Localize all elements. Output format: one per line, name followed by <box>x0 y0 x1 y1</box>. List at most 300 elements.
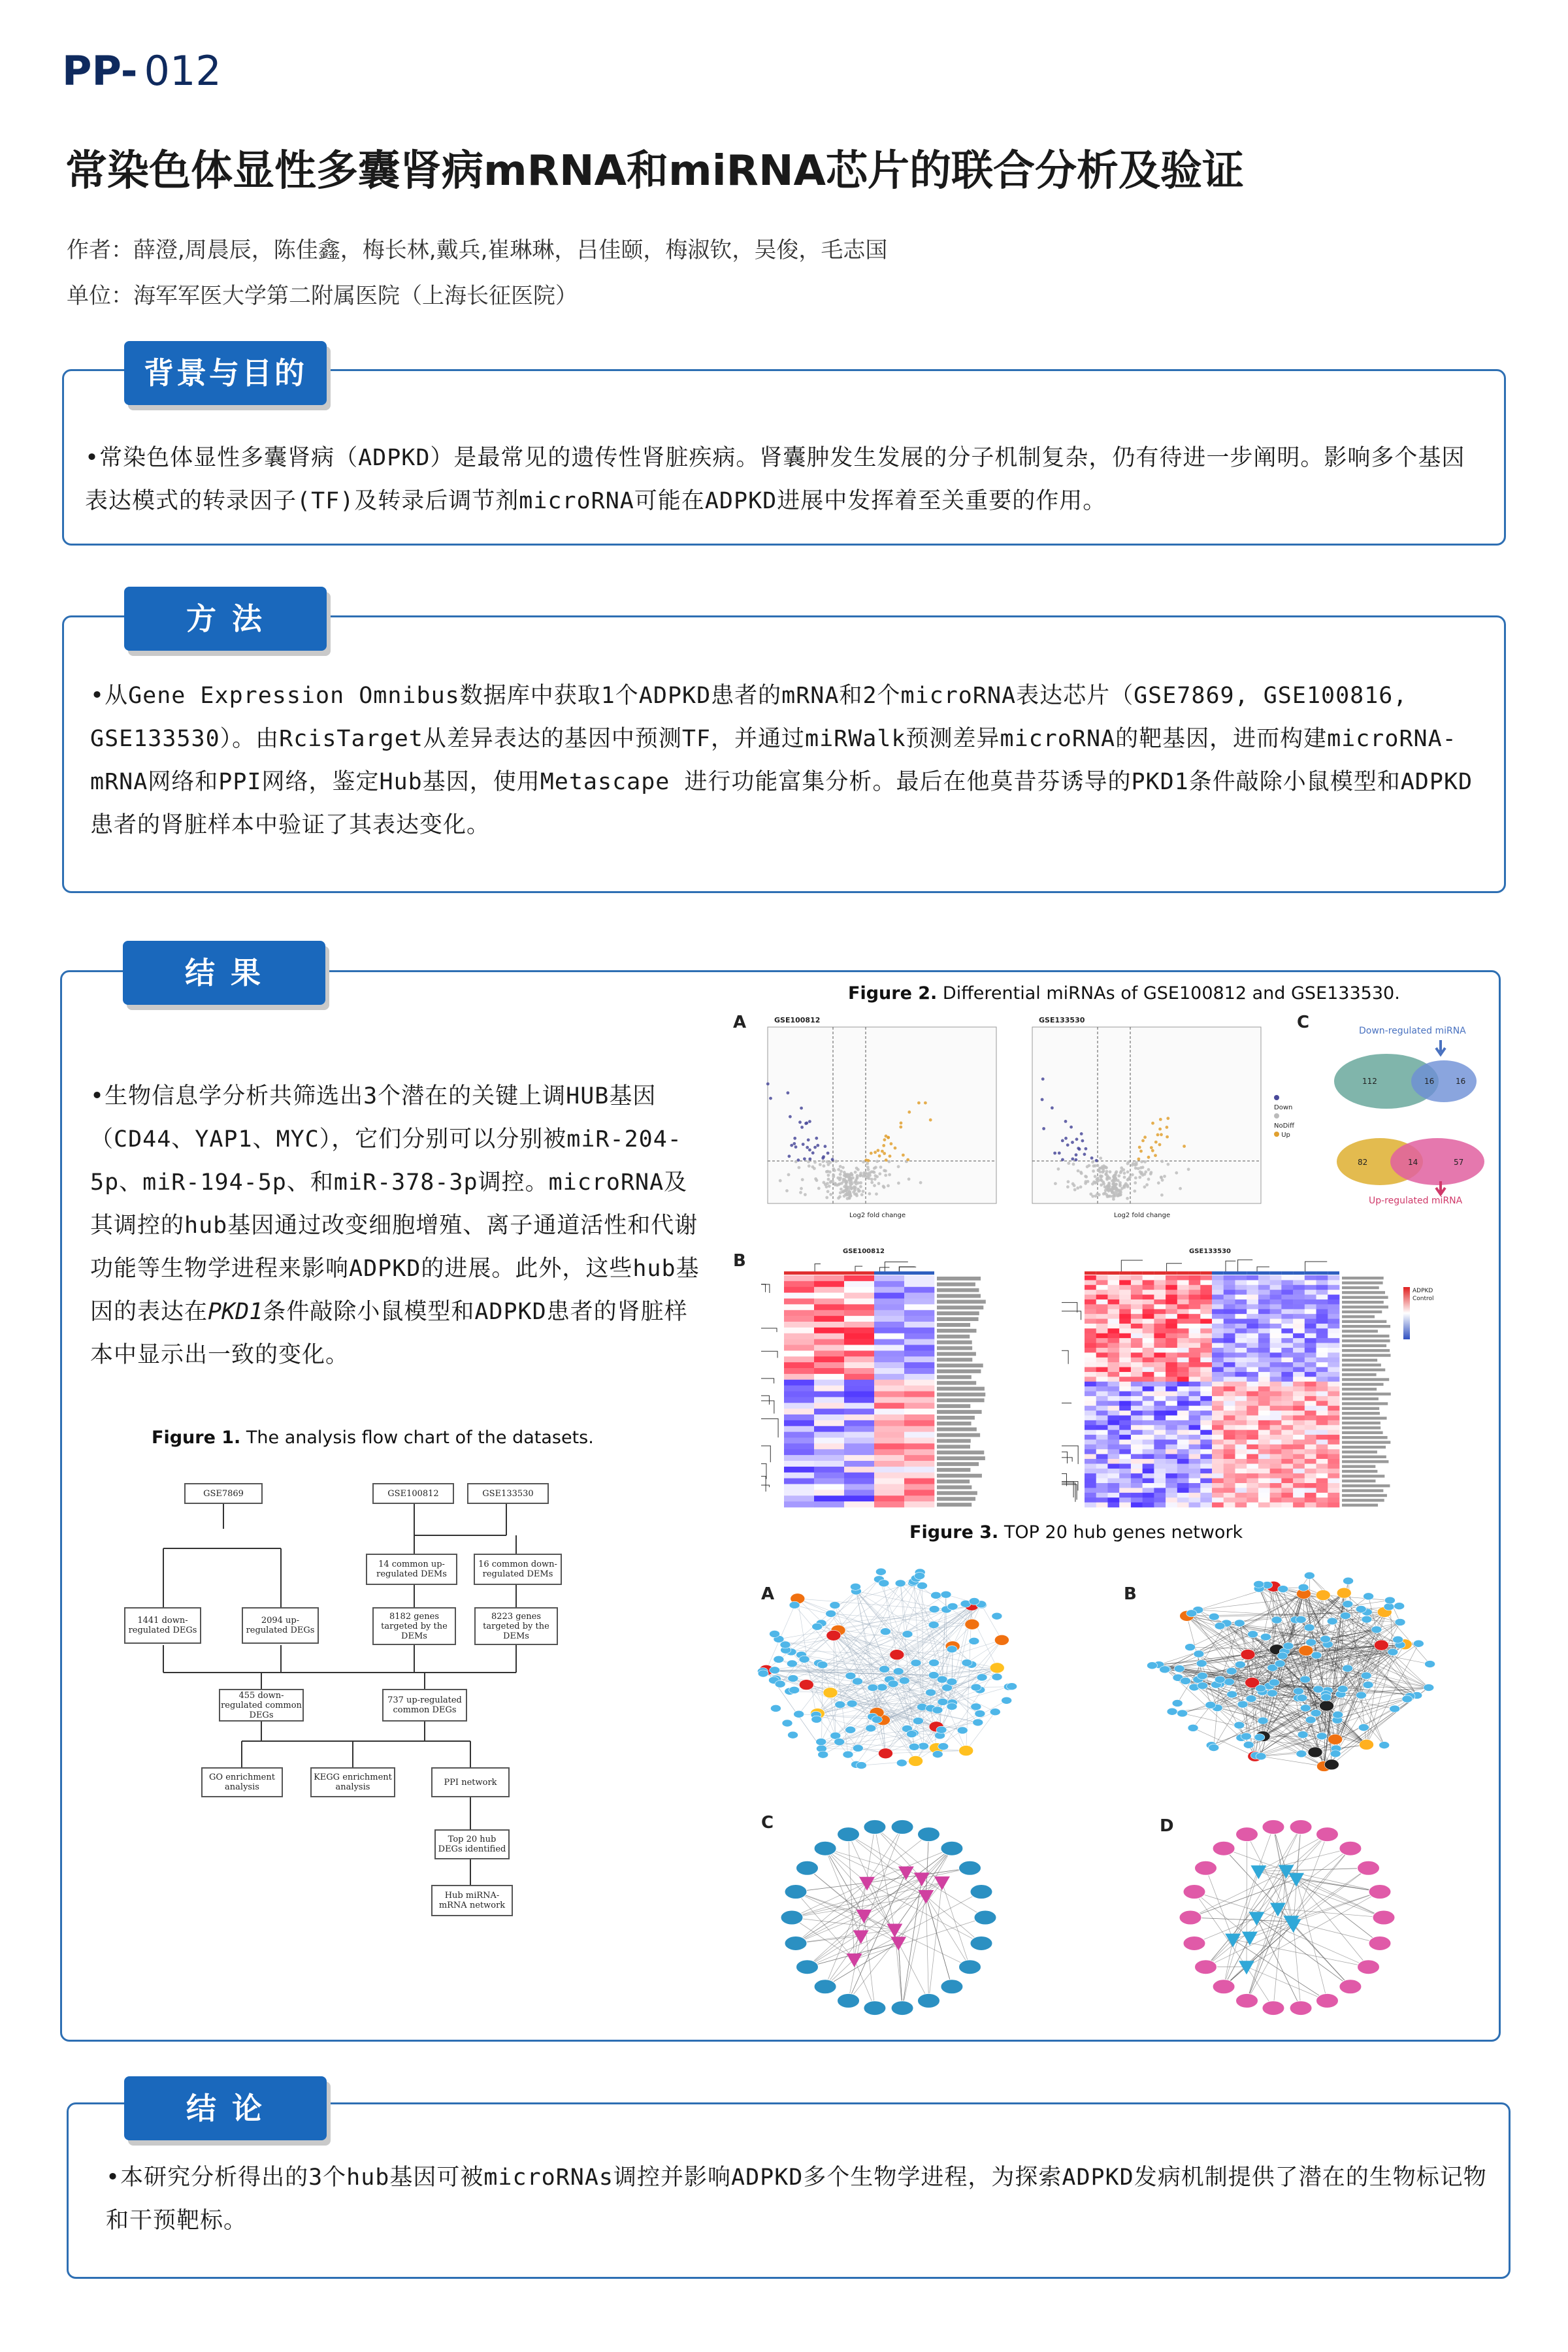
network-node <box>826 1630 841 1641</box>
heatmap-cell <box>1293 1420 1305 1426</box>
heatmap-cell <box>1096 1285 1108 1290</box>
volcano-point <box>1160 1194 1164 1197</box>
network-node <box>1177 1710 1188 1717</box>
heatmap-cell <box>1189 1435 1201 1440</box>
heatmap-cell <box>784 1501 814 1507</box>
heatmap-cell <box>1305 1299 1316 1305</box>
heatmap-cell <box>1305 1367 1316 1373</box>
volcano-point <box>1160 1160 1164 1163</box>
hub-node <box>934 1876 950 1890</box>
heatmap-cell <box>1177 1420 1189 1426</box>
volcano-point <box>801 1178 804 1181</box>
heatmap-cell <box>1166 1280 1177 1285</box>
heatmap-cell <box>1096 1411 1108 1416</box>
heatmap-cell <box>1096 1449 1108 1454</box>
heatmap-cell <box>1177 1435 1189 1440</box>
conclusion-text: •本研究分析得出的3个hub基因可被microRNAs调控并影响ADPKD多个生物学进程，为探索ADPKD发病机制提供了潜在的生物标记物和干预靶标。 <box>106 2164 1487 2234</box>
heatmap-cell <box>1177 1280 1189 1285</box>
heatmap-cell <box>1085 1358 1096 1363</box>
heatmap-cell <box>1281 1319 1293 1324</box>
heatmap-cell <box>1131 1415 1143 1420</box>
heatmap-cell <box>1177 1392 1189 1397</box>
heatmap-cell <box>1328 1473 1339 1478</box>
heatmap-cell <box>1281 1338 1293 1343</box>
heatmap-cell <box>1305 1304 1316 1309</box>
volcano-point <box>897 1182 900 1185</box>
row-label <box>1342 1383 1384 1386</box>
volcano-point <box>1114 1186 1117 1190</box>
heatmap-cell <box>1177 1338 1189 1343</box>
row-label <box>937 1422 972 1426</box>
heatmap-cell <box>1177 1463 1189 1469</box>
heatmap-cell <box>874 1461 904 1467</box>
volcano-point <box>802 1143 805 1146</box>
methods-heading: 方 法 <box>124 587 327 651</box>
heatmap-cell <box>1212 1304 1224 1309</box>
heatmap-cell <box>1281 1449 1293 1454</box>
heatmap-cell <box>1177 1445 1189 1450</box>
heatmap-cell <box>814 1328 844 1333</box>
heatmap-cell <box>1085 1372 1096 1377</box>
network-edge <box>981 1604 1002 1640</box>
heatmap-cell <box>814 1293 844 1299</box>
group-bar <box>1189 1271 1201 1275</box>
heatmap-cell <box>814 1316 844 1322</box>
heatmap-cell <box>904 1304 934 1310</box>
network-node <box>1196 1660 1207 1667</box>
network-node <box>1356 1606 1366 1613</box>
heatmap-cell <box>1258 1295 1270 1300</box>
heatmap-cell <box>1328 1275 1339 1281</box>
heatmap-cell <box>1177 1319 1189 1324</box>
volcano-point <box>878 1154 881 1158</box>
heatmap-cell <box>904 1322 934 1328</box>
heatmap-cell <box>1131 1382 1143 1387</box>
volcano-point <box>1042 1127 1045 1130</box>
heatmap-cell <box>1107 1469 1119 1474</box>
heatmap-cell <box>1247 1392 1258 1397</box>
heatmap-cell <box>874 1374 904 1380</box>
heatmap-cell <box>1107 1473 1119 1478</box>
volcano-point <box>906 1158 909 1162</box>
heatmap-cell <box>1316 1488 1328 1493</box>
ring-node <box>1316 1993 1338 2008</box>
heatmap-cell <box>874 1345 904 1351</box>
network-node <box>1362 1616 1372 1623</box>
volcano-point <box>815 1137 818 1140</box>
heatmap-cell <box>814 1374 844 1380</box>
row-label <box>937 1410 982 1414</box>
heatmap-cell <box>1119 1420 1131 1426</box>
heatmap-cell <box>1258 1314 1270 1319</box>
heatmap-cell <box>1212 1275 1224 1281</box>
volcano-point <box>1126 1197 1129 1200</box>
heatmap-cell <box>1270 1478 1282 1484</box>
heatmap-cell <box>1224 1275 1235 1281</box>
volcano-point <box>1158 1128 1162 1131</box>
heatmap-cell <box>1119 1309 1131 1315</box>
heatmap-cell <box>1316 1459 1328 1464</box>
row-label <box>1342 1504 1378 1507</box>
heatmap-cell <box>1166 1348 1177 1353</box>
heatmap-cell <box>1270 1338 1282 1343</box>
heatmap-cell <box>844 1473 874 1478</box>
heatmap-cell <box>1258 1435 1270 1440</box>
heatmap-cell <box>1258 1377 1270 1382</box>
heatmap-cell <box>1107 1372 1119 1377</box>
volcano-point <box>862 1160 865 1164</box>
heatmap-cell <box>814 1461 844 1467</box>
venn-up-mid: 14 <box>1408 1158 1418 1167</box>
heatmap-cell <box>1212 1488 1224 1493</box>
heatmap-cell <box>1247 1411 1258 1416</box>
heatmap-cell <box>1281 1386 1293 1392</box>
heatmap-cell <box>1281 1280 1293 1285</box>
heatmap-cell <box>1143 1420 1154 1426</box>
network-edge <box>1296 1879 1368 1967</box>
heatmap-cell <box>1096 1420 1108 1426</box>
dendrogram-branch <box>1226 1261 1235 1272</box>
heatmap-cell <box>1212 1425 1224 1430</box>
heatmap-cell <box>1316 1280 1328 1285</box>
heatmap-cell <box>1270 1497 1282 1503</box>
heatmap-cell <box>904 1501 934 1507</box>
heatmap-cell <box>1224 1362 1235 1367</box>
heatmap-cell <box>1189 1473 1201 1478</box>
heatmap-cell <box>874 1350 904 1356</box>
volcano-point <box>907 1177 911 1181</box>
network-node <box>1298 1584 1309 1591</box>
network-edge <box>894 1848 952 1929</box>
heatmap-cell <box>1224 1299 1235 1305</box>
heatmap-cell <box>1085 1299 1096 1305</box>
network-edge <box>849 1936 861 2001</box>
heatmap-cell <box>1270 1473 1282 1478</box>
heatmap-cell <box>844 1432 874 1438</box>
venn-up-right: 57 <box>1454 1158 1464 1167</box>
heatmap-cell <box>1281 1463 1293 1469</box>
heatmap-cell <box>1096 1503 1108 1508</box>
heatmap-cell <box>1085 1386 1096 1392</box>
heatmap-cell <box>1119 1338 1131 1343</box>
row-label <box>937 1364 983 1367</box>
heatmap-cell <box>1177 1483 1189 1488</box>
heatmap-cell <box>1305 1401 1316 1406</box>
network-node <box>932 1707 943 1714</box>
heatmap-cell <box>1270 1392 1282 1397</box>
heatmap-cell <box>1143 1362 1154 1367</box>
heatmap-cell <box>1293 1483 1305 1488</box>
heatmap-cell <box>1224 1463 1235 1469</box>
heatmap-cell <box>1270 1396 1282 1401</box>
heatmap-cell <box>1212 1483 1224 1488</box>
row-label <box>1342 1369 1385 1371</box>
heatmap-cell <box>784 1386 814 1392</box>
volcano-point <box>839 1165 842 1168</box>
heatmap-cell <box>1107 1343 1119 1348</box>
heatmap-cell <box>1270 1372 1282 1377</box>
network-edge <box>885 1751 966 1754</box>
volcano2-svg <box>1016 1024 1271 1233</box>
heatmap-cell <box>904 1316 934 1322</box>
heatmap-cell <box>1212 1285 1224 1290</box>
volcano-point <box>1112 1175 1115 1178</box>
heatmap-cell <box>1258 1469 1270 1474</box>
fig2-panel-b-label: B <box>733 1251 746 1271</box>
network-node <box>758 1670 768 1677</box>
volcano-point <box>889 1154 892 1158</box>
heatmap-cell <box>844 1322 874 1328</box>
heatmap-cell <box>1096 1372 1108 1377</box>
heatmap-cell <box>1177 1454 1189 1460</box>
heatmap-cell <box>1154 1343 1166 1348</box>
heatmap-cell <box>1200 1343 1212 1348</box>
network-node <box>931 1592 941 1599</box>
heatmap-cell <box>1119 1333 1131 1339</box>
heatmap-cell <box>1166 1275 1177 1281</box>
volcano-point <box>1105 1170 1109 1173</box>
heatmap-cell <box>784 1374 814 1380</box>
heatmap-cell <box>1189 1386 1201 1392</box>
volcano-point <box>850 1187 853 1190</box>
volcano-point <box>868 1171 872 1175</box>
dendrogram-branch <box>761 1446 770 1462</box>
heatmap-cell <box>1305 1348 1316 1353</box>
heatmap-cell <box>1177 1299 1189 1305</box>
heatmap-cell <box>1293 1493 1305 1498</box>
volcano-point <box>1096 1164 1100 1168</box>
heatmap-cell <box>1293 1497 1305 1503</box>
row-label <box>1342 1407 1379 1410</box>
volcano-point <box>1117 1174 1120 1177</box>
heatmap-cell <box>1200 1309 1212 1315</box>
network-node <box>770 1667 780 1674</box>
heatmap-cell <box>1189 1503 1201 1508</box>
network-edge <box>875 1827 922 1878</box>
volcano-point <box>1070 1126 1073 1129</box>
heatmap-cell <box>1224 1304 1235 1309</box>
heatmap-cell <box>1085 1319 1096 1324</box>
heatmap-cell <box>1258 1415 1270 1420</box>
network-node <box>926 1689 936 1696</box>
heatmap-cell <box>1096 1425 1108 1430</box>
heatmap-cell <box>1258 1367 1270 1373</box>
heatmap-cell <box>1293 1309 1305 1315</box>
heatmap-cell <box>1235 1478 1247 1484</box>
volcano-point <box>1138 1146 1141 1149</box>
heatmap-cell <box>844 1455 874 1461</box>
heatmap-cell <box>1143 1333 1154 1339</box>
heatmap-cell <box>1258 1439 1270 1445</box>
volcano-point <box>867 1168 870 1171</box>
heatmap-cell <box>1107 1493 1119 1498</box>
heatmap-cell <box>1119 1411 1131 1416</box>
heatmap-cell <box>844 1414 874 1420</box>
heatmap-cell <box>1131 1497 1143 1503</box>
ring-node <box>814 1980 836 1994</box>
row-label <box>937 1323 970 1327</box>
network-node <box>1174 1665 1184 1673</box>
heatmap-cell <box>1085 1463 1096 1469</box>
dendrogram-branch <box>761 1284 766 1292</box>
heatmap-cell <box>1235 1338 1247 1343</box>
heatmap-cell <box>1085 1348 1096 1353</box>
network-node <box>1248 1631 1258 1638</box>
network-edge <box>861 1761 915 1765</box>
poster-title: 常染色体显性多囊肾病mRNA和miRNA芯片的联合分析及验证 <box>65 147 1245 195</box>
heatmap-cell <box>1212 1503 1224 1508</box>
group-bar <box>904 1271 934 1275</box>
heatmap-cell <box>1305 1439 1316 1445</box>
heatmap-cell <box>874 1432 904 1438</box>
heatmap-cell <box>844 1356 874 1362</box>
network-d <box>1176 1813 1398 2022</box>
heatmap-cell <box>1177 1469 1189 1474</box>
network-node <box>1311 1710 1321 1717</box>
volcano-point <box>853 1189 857 1192</box>
heatmap-cell <box>1107 1488 1119 1493</box>
volcano-point <box>1131 1173 1134 1177</box>
heatmap-cell <box>1247 1372 1258 1377</box>
row-label <box>937 1341 972 1345</box>
heatmap-cell <box>1119 1415 1131 1420</box>
row-label <box>1342 1335 1389 1337</box>
heatmap-cell <box>1177 1497 1189 1503</box>
network-node <box>1260 1633 1271 1641</box>
heatmap-cell <box>814 1392 844 1397</box>
heatmap-cell <box>1247 1473 1258 1478</box>
row-label <box>937 1352 976 1356</box>
node-up-737: 737 up-regulated common DEGs <box>382 1689 467 1722</box>
row-label <box>1342 1277 1384 1279</box>
row-label <box>937 1369 981 1373</box>
heatmap-cell <box>1293 1473 1305 1478</box>
heatmap-cell <box>1235 1348 1247 1353</box>
heatmap-cell <box>1166 1295 1177 1300</box>
network-node <box>770 1705 781 1712</box>
heatmap-cell <box>1258 1411 1270 1416</box>
heatmap-cell <box>1096 1328 1108 1333</box>
network-node <box>929 1659 939 1667</box>
volcano-plot-2 <box>1016 1016 1294 1225</box>
heatmap-cell <box>1166 1328 1177 1333</box>
volcano-point <box>1089 1192 1092 1196</box>
heatmap-cell <box>1270 1503 1282 1508</box>
heatmap-cell <box>784 1414 814 1420</box>
network-node <box>990 1663 1004 1673</box>
heatmap-cell <box>814 1478 844 1484</box>
row-label <box>1342 1373 1377 1376</box>
node-ppi: PPI network <box>431 1767 510 1797</box>
heatmap-cell <box>1119 1295 1131 1300</box>
heatmap-cell <box>1258 1343 1270 1348</box>
heatmap-cell <box>1119 1445 1131 1450</box>
network-node <box>1343 1601 1353 1608</box>
volcano-point <box>883 1169 886 1172</box>
heatmap-cell <box>1224 1285 1235 1290</box>
ring-node <box>1179 1910 1201 1925</box>
network-node <box>1424 1684 1434 1691</box>
heatmap-cell <box>1177 1425 1189 1430</box>
heatmap-cell <box>1166 1396 1177 1401</box>
network-node <box>1304 1572 1315 1579</box>
heatmap-cell <box>874 1287 904 1293</box>
network-node <box>879 1580 889 1587</box>
volcano-point <box>1151 1149 1154 1152</box>
heatmap-cell <box>1212 1454 1224 1460</box>
ring-node <box>917 1827 939 1842</box>
volcano-point <box>1137 1158 1141 1161</box>
network-node <box>1209 1613 1219 1620</box>
heatmap-cell <box>1096 1352 1108 1358</box>
row-label <box>1342 1354 1390 1356</box>
network-edge <box>1247 1909 1278 2001</box>
heatmap-cell <box>1119 1304 1131 1309</box>
volcano-point <box>857 1168 860 1171</box>
heatmap-cell <box>1119 1290 1131 1295</box>
heatmap-cell <box>1143 1304 1154 1309</box>
heatmap-cell <box>1166 1343 1177 1348</box>
heatmap-cell <box>1247 1469 1258 1474</box>
heatmap-cell <box>1293 1275 1305 1281</box>
heatmap-cell <box>1293 1459 1305 1464</box>
heatmap-cell <box>1107 1411 1119 1416</box>
heatmap-cell <box>1107 1449 1119 1454</box>
volcano-point <box>1085 1147 1088 1151</box>
heatmap-cell <box>904 1356 934 1362</box>
volcano-point <box>1141 1139 1145 1143</box>
network-node <box>1379 1742 1390 1749</box>
heatmap-cell <box>874 1438 904 1444</box>
heatmap-cell <box>1096 1333 1108 1339</box>
heatmap-cell <box>904 1275 934 1281</box>
network-edge <box>926 1835 928 1896</box>
network-node <box>1390 1705 1400 1712</box>
network-node <box>1360 1739 1374 1750</box>
network-node <box>1296 1616 1306 1623</box>
heatmap-cell <box>844 1368 874 1374</box>
heatmap-cell <box>1258 1309 1270 1315</box>
volcano-point <box>1058 1152 1061 1155</box>
volcano-point <box>1123 1171 1126 1175</box>
volcano-point <box>1126 1170 1130 1173</box>
volcano-point <box>1073 1188 1077 1192</box>
volcano-point <box>800 1107 803 1110</box>
heatmap-cell <box>1107 1382 1119 1387</box>
heatmap-cell <box>904 1409 934 1414</box>
heatmap-cell <box>1328 1497 1339 1503</box>
volcano-point <box>884 1174 887 1177</box>
network-edge <box>1261 1752 1315 1756</box>
heatmap-cell <box>1200 1299 1212 1305</box>
heatmap-cell <box>1281 1352 1293 1358</box>
heatmap-cell <box>1200 1478 1212 1484</box>
heatmap-cell <box>1281 1411 1293 1416</box>
heatmap-cell <box>1258 1333 1270 1339</box>
volcano-point <box>806 1146 809 1149</box>
heatmap-cell <box>1305 1280 1316 1285</box>
ring-node <box>959 1861 981 1875</box>
heatmap-cell <box>874 1368 904 1374</box>
heatmap-cell <box>1328 1280 1339 1285</box>
heatmap-cell <box>1131 1473 1143 1478</box>
network-edge <box>897 1605 982 1654</box>
heatmap-cell <box>1166 1367 1177 1373</box>
network-node <box>896 1759 907 1767</box>
heatmap-cell <box>1200 1445 1212 1450</box>
heatmap-cell <box>1247 1309 1258 1315</box>
heatmap-cell <box>874 1310 904 1316</box>
